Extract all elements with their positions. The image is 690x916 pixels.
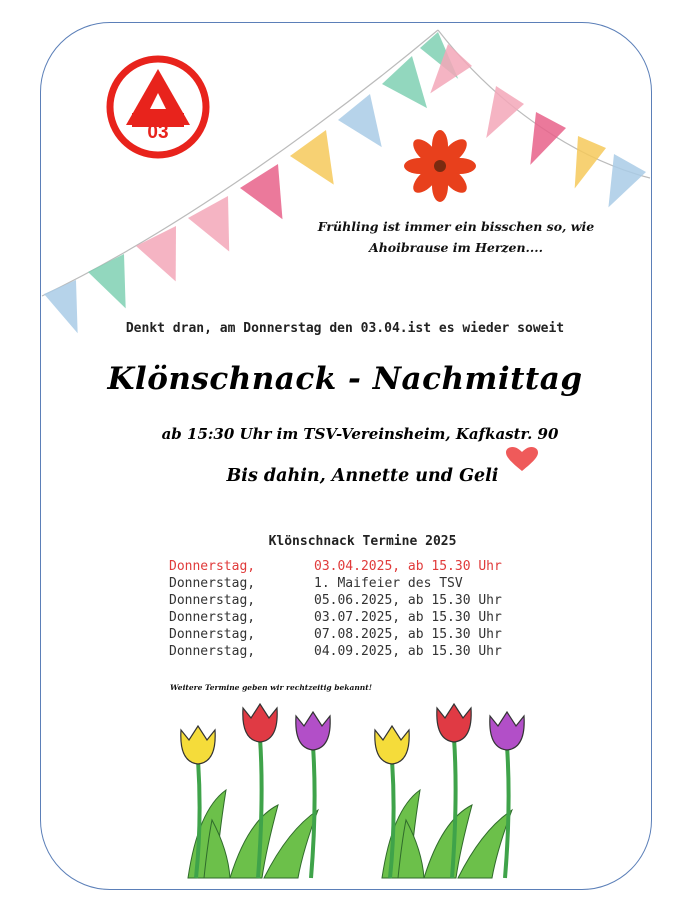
bunting-flag bbox=[240, 164, 282, 219]
bunting-flag bbox=[486, 86, 524, 138]
schedule-info: 05.06.2025, ab 15.30 Uhr bbox=[314, 593, 502, 608]
schedule-row bbox=[169, 558, 502, 575]
tulips-illustration-right bbox=[362, 700, 532, 880]
tulip-head bbox=[181, 726, 215, 764]
schedule-row bbox=[169, 592, 502, 609]
schedule-info: 04.09.2025, ab 15.30 Uhr bbox=[314, 644, 502, 659]
tulips-illustration-left bbox=[168, 700, 338, 880]
schedule-info: 07.08.2025, ab 15.30 Uhr bbox=[314, 627, 502, 642]
logo-text: 03 bbox=[147, 122, 169, 143]
bunting-decoration bbox=[0, 0, 690, 340]
bunting-flag bbox=[188, 196, 229, 252]
schedule-info: 03.07.2025, ab 15.30 Uhr bbox=[314, 610, 502, 625]
tulip-head bbox=[490, 712, 524, 750]
bunting-flag bbox=[530, 112, 566, 165]
footer-note: Weitere Termine geben wir rechtzeitig bekannt! bbox=[170, 683, 373, 692]
schedule-row bbox=[169, 643, 502, 660]
schedule-row bbox=[169, 609, 502, 626]
schedule-title: Klönschnack Termine 2025 bbox=[268, 534, 457, 549]
tulip-head bbox=[437, 704, 471, 742]
schedule-row bbox=[169, 575, 502, 592]
bunting-flag bbox=[382, 56, 427, 108]
spring-quote bbox=[296, 216, 616, 258]
tulip-head bbox=[243, 704, 277, 742]
bunting-flag bbox=[575, 136, 606, 188]
schedule-info: 1. Maifeier des TSV bbox=[314, 576, 463, 591]
event-title: Klönschnack - Nachmittag bbox=[107, 361, 583, 397]
flower-icon bbox=[398, 128, 482, 206]
club-logo bbox=[106, 55, 210, 159]
schedule-list bbox=[169, 558, 502, 660]
schedule-info: 03.04.2025, ab 15.30 Uhr bbox=[314, 559, 502, 574]
tulip-head bbox=[375, 726, 409, 764]
bunting-flag bbox=[608, 154, 646, 207]
bunting-flag bbox=[290, 130, 334, 185]
schedule-day: Donnerstag, bbox=[169, 627, 256, 642]
bunting-flag bbox=[338, 94, 382, 147]
event-location: ab 15:30 Uhr im TSV-Vereinsheim, Kafkastr. 90 bbox=[161, 425, 559, 443]
schedule-day: Donnerstag, bbox=[169, 610, 256, 625]
tulip-head bbox=[296, 712, 330, 750]
schedule-day: Donnerstag, bbox=[169, 576, 256, 591]
heart-icon bbox=[505, 446, 539, 472]
quote-line-2: Ahoibrause im Herzen.... bbox=[369, 240, 543, 255]
schedule-day: Donnerstag, bbox=[169, 593, 256, 608]
schedule-row bbox=[169, 626, 502, 643]
reminder-text: Denkt dran, am Donnerstag den 03.04.ist es wieder soweit bbox=[125, 321, 565, 336]
quote-line-1: Frühling ist immer ein bisschen so, wie bbox=[317, 219, 595, 234]
signoff-text: Bis dahin, Annette und Geli bbox=[226, 466, 499, 486]
schedule-day: Donnerstag, bbox=[169, 559, 256, 574]
schedule-day: Donnerstag, bbox=[169, 644, 256, 659]
